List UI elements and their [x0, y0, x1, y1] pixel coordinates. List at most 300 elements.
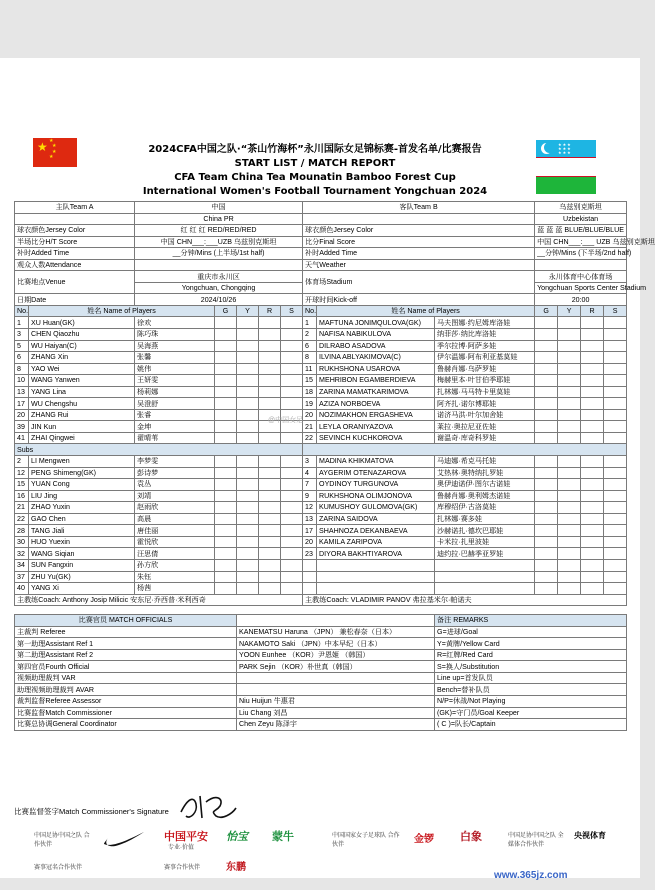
official-role: 主裁判 Referee	[15, 626, 237, 638]
remark-item: ( C )=队长/Captain	[435, 719, 627, 731]
yellow-cell-b	[558, 363, 581, 375]
sub-cell-a	[281, 456, 303, 468]
player-no-a: 8	[15, 363, 29, 375]
yellow-cell-a	[237, 398, 259, 410]
official-name: YOON Eunhee （KOR）尹恩姬 （韩国）	[237, 649, 435, 661]
red-cell-a	[259, 375, 281, 387]
player-no-b: 21	[303, 421, 317, 433]
official-row	[15, 626, 627, 638]
goal-cell-a	[215, 432, 237, 444]
sub-cell-b	[604, 559, 627, 571]
col-s-a: S	[281, 305, 303, 317]
player-name-cn-a: 徐欢	[135, 317, 215, 329]
goal-cell-b	[535, 548, 558, 560]
yellow-cell-a	[237, 456, 259, 468]
goal-cell-b	[535, 456, 558, 468]
ht-label: 半场比分H/T Score	[15, 236, 135, 248]
kickoff-value: 20:00	[535, 294, 627, 306]
yellow-cell-b	[558, 583, 581, 595]
col-no-b: No.	[303, 305, 317, 317]
yellow-cell-a	[237, 513, 259, 525]
goal-cell-a	[215, 398, 237, 410]
player-name-en-b: OYDINOY TURGUNOVA	[317, 479, 435, 491]
player-name-cn-a: 翟晴苇	[135, 432, 215, 444]
added2-value: __分钟/Mins (下半场/2nd half)	[535, 248, 627, 260]
player-name-en-a: HUO Yuexin	[29, 536, 135, 548]
player-name-en-a: YANG Lina	[29, 386, 135, 398]
player-no-a: 21	[15, 502, 29, 514]
remark-item: Bench=替补队员	[435, 684, 627, 696]
red-cell-a	[259, 317, 281, 329]
goal-cell-b	[535, 398, 558, 410]
subs-label-a: Subs	[15, 444, 303, 456]
sponsor-dongpeng: 东鹏	[226, 862, 246, 873]
sub-cell-a	[281, 375, 303, 387]
sponsor-caption-3: 中国足协中国之队 全媒体合作伙伴	[508, 833, 564, 848]
final-value: 中国 CHN___:___ UZB 乌兹别克斯坦	[535, 236, 627, 248]
goal-cell-a	[215, 571, 237, 583]
player-row	[15, 583, 627, 595]
yellow-cell-a	[237, 352, 259, 364]
goal-cell-a	[215, 513, 237, 525]
player-name-en-b: ILVINA ABLYAKIMOVA(C)	[317, 352, 435, 364]
player-name-cn-a: 陈巧珠	[135, 329, 215, 341]
goal-cell-a	[215, 525, 237, 537]
player-name-cn-b: 莱拉·奥拉尼亚佐娃	[435, 421, 535, 433]
yellow-cell-a	[237, 502, 259, 514]
kickoff-label: 开球时间Kick-off	[303, 294, 535, 306]
yellow-cell-a	[237, 375, 259, 387]
yellow-cell-b	[558, 559, 581, 571]
red-cell-a	[259, 502, 281, 514]
teamB-cn: 乌兹别克斯坦	[535, 202, 627, 214]
official-row	[15, 649, 627, 661]
yellow-cell-b	[558, 340, 581, 352]
player-no-a: 3	[15, 329, 29, 341]
player-no-a: 6	[15, 352, 29, 364]
yellow-cell-b	[558, 329, 581, 341]
signature-label: 比赛监督签字Match Commissioner's Signature	[14, 807, 169, 816]
official-name: Niu Huijun 牛惠君	[237, 695, 435, 707]
player-name-cn-b: 库穆绍伊·古洛莫娃	[435, 502, 535, 514]
yellow-cell-b	[558, 352, 581, 364]
player-name-en-a: YUAN Cong	[29, 479, 135, 491]
player-no-b: 23	[303, 548, 317, 560]
player-name-en-a: YANG Xi	[29, 583, 135, 595]
player-row	[15, 479, 627, 491]
col-y-b: Y	[558, 305, 581, 317]
sub-cell-a	[281, 467, 303, 479]
sub-cell-b	[604, 363, 627, 375]
teamA-en: China PR	[135, 213, 303, 225]
red-cell-a	[259, 559, 281, 571]
player-row	[15, 490, 627, 502]
sub-cell-b	[604, 375, 627, 387]
red-cell-a	[259, 386, 281, 398]
player-row	[15, 536, 627, 548]
red-cell-b	[581, 467, 604, 479]
site-watermark: www.365jz.com	[494, 870, 568, 881]
yellow-cell-a	[237, 421, 259, 433]
player-no-a: 20	[15, 409, 29, 421]
player-row	[15, 559, 627, 571]
stadium-en: Yongchuan Sports Center Stadium	[535, 282, 627, 294]
title-tournament: International Women's Football Tournament Yongchuan 2024	[142, 186, 488, 197]
yellow-cell-a	[237, 467, 259, 479]
sub-cell-b	[604, 432, 627, 444]
sub-cell-b	[604, 329, 627, 341]
officials-header: 比赛官员 MATCH OFFICIALS	[15, 615, 237, 627]
red-cell-b	[581, 398, 604, 410]
goal-cell-a	[215, 386, 237, 398]
sub-cell-a	[281, 432, 303, 444]
col-r-a: R	[259, 305, 281, 317]
player-row	[15, 409, 627, 421]
official-role: 裁判监督Referee Assessor	[15, 695, 237, 707]
sub-cell-a	[281, 536, 303, 548]
player-name-en-b: AYGERIM OTENAZAROVA	[317, 467, 435, 479]
player-name-en-a: ZHANG Rui	[29, 409, 135, 421]
red-cell-a	[259, 548, 281, 560]
yellow-cell-b	[558, 548, 581, 560]
yellow-cell-a	[237, 479, 259, 491]
jersey-b: 蓝 蓝 蓝 BLUE/BLUE/BLUE	[535, 225, 627, 237]
sub-cell-a	[281, 386, 303, 398]
sub-cell-a	[281, 513, 303, 525]
yellow-cell-a	[237, 548, 259, 560]
goal-cell-a	[215, 583, 237, 595]
player-name-cn-b	[435, 559, 535, 571]
red-cell-b	[581, 513, 604, 525]
goal-cell-a	[215, 421, 237, 433]
player-name-cn-b: 梅赫里本·叶甘伯季耶娃	[435, 375, 535, 387]
remark-item: N/P=休战/Not Playing	[435, 695, 627, 707]
player-name-en-b: ZARINA MAMATKARIMOVA	[317, 386, 435, 398]
player-name-en-a: PENG Shimeng(GK)	[29, 467, 135, 479]
coach-b: 主教练Coach: VLADIMIR PANOV 弗拉基米尔·帕诺夫	[303, 594, 627, 606]
sponsor-pingan-tag: 专业·价值	[168, 845, 194, 851]
player-no-a: 40	[15, 583, 29, 595]
yellow-cell-b	[558, 525, 581, 537]
player-row	[15, 456, 627, 468]
match-sheet	[14, 201, 655, 731]
yellow-cell-b	[558, 456, 581, 468]
weather-label: 天气Weather	[303, 259, 535, 271]
yellow-cell-b	[558, 409, 581, 421]
goal-cell-a	[215, 559, 237, 571]
player-no-a: 28	[15, 525, 29, 537]
remarks-header: 备注 REMARKS	[435, 615, 627, 627]
player-name-cn-a: 吴澄舒	[135, 398, 215, 410]
sub-cell-b	[604, 421, 627, 433]
player-name-cn-a: 金坤	[135, 421, 215, 433]
sub-cell-a	[281, 398, 303, 410]
handwritten-signature	[176, 790, 256, 826]
sub-cell-a	[281, 352, 303, 364]
official-role: 第二助理Assistant Ref 2	[15, 649, 237, 661]
red-cell-b	[581, 317, 604, 329]
official-role: 视频助理裁判 VAR	[15, 672, 237, 684]
red-cell-a	[259, 479, 281, 491]
red-cell-b	[581, 386, 604, 398]
player-row	[15, 432, 627, 444]
yellow-cell-b	[558, 490, 581, 502]
player-no-b	[303, 583, 317, 595]
player-no-b: 11	[303, 363, 317, 375]
player-name-en-a: WANG Yanwen	[29, 375, 135, 387]
red-cell-a	[259, 490, 281, 502]
player-no-a: 22	[15, 513, 29, 525]
sub-cell-a	[281, 583, 303, 595]
sub-cell-b	[604, 490, 627, 502]
yellow-cell-b	[558, 386, 581, 398]
player-name-cn-a: 姚伟	[135, 363, 215, 375]
official-name: Liu Chang 刘昌	[237, 707, 435, 719]
yellow-cell-a	[237, 432, 259, 444]
player-name-cn-a: 王妍雯	[135, 375, 215, 387]
player-no-b: 1	[303, 317, 317, 329]
yellow-cell-a	[237, 559, 259, 571]
sub-cell-a	[281, 340, 303, 352]
official-role: 比赛总协调General Coordinator	[15, 719, 237, 731]
yellow-cell-b	[558, 502, 581, 514]
goal-cell-b	[535, 525, 558, 537]
player-name-cn-a: 霍悦欣	[135, 536, 215, 548]
player-no-b: 8	[303, 352, 317, 364]
yellow-cell-a	[237, 386, 259, 398]
goal-cell-a	[215, 352, 237, 364]
red-cell-b	[581, 479, 604, 491]
player-row	[15, 548, 627, 560]
added1-value: __分钟/Mins (上半场/1st half)	[135, 248, 303, 260]
sub-cell-b	[604, 456, 627, 468]
title-start-list: START LIST / MATCH REPORT	[234, 158, 396, 169]
goal-cell-a	[215, 479, 237, 491]
goal-cell-b	[535, 421, 558, 433]
sub-cell-a	[281, 490, 303, 502]
official-name	[237, 672, 435, 684]
goal-cell-b	[535, 467, 558, 479]
goal-cell-a	[215, 456, 237, 468]
added2-label: 补时Added Time	[303, 248, 535, 260]
col-s-b: S	[604, 305, 627, 317]
player-name-cn-a: 唐佳丽	[135, 525, 215, 537]
player-name-en-a: SUN Fangxin	[29, 559, 135, 571]
player-name-cn-a: 赵雨欣	[135, 502, 215, 514]
teamB-en: Uzbekistan	[535, 213, 627, 225]
player-row	[15, 317, 627, 329]
player-name-en-b: KAMILA ZARIPOVA	[317, 536, 435, 548]
player-name-cn-a: 张馨	[135, 352, 215, 364]
yellow-cell-b	[558, 513, 581, 525]
sub-cell-b	[604, 536, 627, 548]
player-no-b	[303, 559, 317, 571]
jersey-label-a: 球衣颜色Jersey Color	[15, 225, 135, 237]
red-cell-b	[581, 409, 604, 421]
player-name-cn-a: 孙方欣	[135, 559, 215, 571]
china-flag-icon: ★ ★ ★ ★ ★	[33, 138, 77, 167]
title-cn: 2024CFA中国之队·“茶山竹海杯”永川国际女足锦标赛-首发名单/比赛报告	[148, 144, 482, 155]
goal-cell-b	[535, 571, 558, 583]
player-name-en-a: JIN Kun	[29, 421, 135, 433]
player-name-en-a: GAO Chen	[29, 513, 135, 525]
yellow-cell-a	[237, 340, 259, 352]
goal-cell-a	[215, 409, 237, 421]
official-row	[15, 719, 627, 731]
red-cell-a	[259, 363, 281, 375]
player-no-b: 4	[303, 467, 317, 479]
yellow-cell-a	[237, 490, 259, 502]
sub-cell-a	[281, 479, 303, 491]
official-role: 助理视频助理裁判 AVAR	[15, 684, 237, 696]
sub-cell-b	[604, 525, 627, 537]
goal-cell-b	[535, 329, 558, 341]
coach-a: 主教练Coach: Anthony Josip Milicic 安东尼·乔西普·米利西奇	[15, 594, 303, 606]
sub-cell-a	[281, 525, 303, 537]
player-name-en-b: SEVINCH KUCHKOROVA	[317, 432, 435, 444]
jersey-label-b: 球衣颜色Jersey Color	[303, 225, 535, 237]
sub-cell-a	[281, 329, 303, 341]
sponsor-mengniu: 蒙牛	[272, 831, 294, 843]
yellow-cell-b	[558, 536, 581, 548]
player-name-cn-b: 诺济马洪·叶尔加舍娃	[435, 409, 535, 421]
red-cell-a	[259, 525, 281, 537]
goal-cell-a	[215, 467, 237, 479]
player-name-en-a: ZHAO Yuxin	[29, 502, 135, 514]
red-cell-b	[581, 352, 604, 364]
player-name-en-b: DILRABO ASADOVA	[317, 340, 435, 352]
sub-cell-b	[604, 513, 627, 525]
player-no-b	[303, 571, 317, 583]
red-cell-b	[581, 525, 604, 537]
stadium-label: 体育场Stadium	[303, 271, 535, 294]
ht-value: 中国 CHN___:___UZB 乌兹别克斯坦	[135, 236, 303, 248]
yellow-cell-b	[558, 467, 581, 479]
player-name-en-b: RUKHSHONA OLIMJONOVA	[317, 490, 435, 502]
player-name-cn-b: 季尔拉博·阿萨多娃	[435, 340, 535, 352]
player-name-en-a: LIU Jing	[29, 490, 135, 502]
official-role: 比赛监督Match Commissioner	[15, 707, 237, 719]
player-no-a: 17	[15, 398, 29, 410]
player-no-a: 16	[15, 490, 29, 502]
col-name-b: 姓名 Name of Players	[317, 305, 535, 317]
player-name-cn-b: 沙赫诺扎·德坎巴耶娃	[435, 525, 535, 537]
player-no-b: 7	[303, 479, 317, 491]
goal-cell-a	[215, 363, 237, 375]
red-cell-a	[259, 583, 281, 595]
sub-cell-b	[604, 548, 627, 560]
red-cell-a	[259, 456, 281, 468]
sub-cell-b	[604, 317, 627, 329]
sub-cell-a	[281, 502, 303, 514]
red-cell-a	[259, 432, 281, 444]
remark-item: Line up=首发队员	[435, 672, 627, 684]
player-no-a: 2	[15, 456, 29, 468]
official-row	[15, 707, 627, 719]
official-row	[15, 672, 627, 684]
player-name-en-b: SHAHNOZA DEKANBAEVA	[317, 525, 435, 537]
sponsor-caption-1: 中国足协中国之队 合作伙伴	[34, 833, 90, 848]
player-name-en-a: ZHANG Xin	[29, 352, 135, 364]
yellow-cell-b	[558, 421, 581, 433]
player-name-cn-a: 袁丛	[135, 479, 215, 491]
player-name-en-b: DIYORA BAKHTIYAROVA	[317, 548, 435, 560]
goal-cell-b	[535, 375, 558, 387]
official-name: NAKAMOTO Saki （JPN）中本早纪（日本）	[237, 638, 435, 650]
player-row	[15, 363, 627, 375]
goal-cell-b	[535, 502, 558, 514]
player-no-a: 34	[15, 559, 29, 571]
player-name-en-a: XU Huan(GK)	[29, 317, 135, 329]
sub-cell-b	[604, 352, 627, 364]
red-cell-b	[581, 363, 604, 375]
goal-cell-b	[535, 513, 558, 525]
starters-body	[15, 317, 627, 444]
goal-cell-b	[535, 363, 558, 375]
yellow-cell-b	[558, 398, 581, 410]
player-name-en-b	[317, 571, 435, 583]
yellow-cell-b	[558, 571, 581, 583]
red-cell-b	[581, 502, 604, 514]
yellow-cell-b	[558, 479, 581, 491]
sub-cell-b	[604, 502, 627, 514]
player-name-cn-a: 杨莉娜	[135, 386, 215, 398]
player-name-cn-b: 阿齐扎·诺尔博耶娃	[435, 398, 535, 410]
stadium-cn: 永川体育中心体育场	[535, 271, 627, 283]
sub-cell-b	[604, 467, 627, 479]
player-no-a: 32	[15, 548, 29, 560]
col-r-b: R	[581, 305, 604, 317]
player-no-a: 41	[15, 432, 29, 444]
player-name-cn-b: 伊尔温娜·阿布利亚基莫娃	[435, 352, 535, 364]
player-no-b: 3	[303, 456, 317, 468]
teamA-cn: 中国	[135, 202, 303, 214]
player-row	[15, 525, 627, 537]
sub-cell-b	[604, 409, 627, 421]
red-cell-b	[581, 583, 604, 595]
red-cell-a	[259, 571, 281, 583]
player-name-cn-a: 李梦雯	[135, 456, 215, 468]
nike-swoosh-icon	[102, 830, 146, 848]
attendance-label: 观众人数Attendance	[15, 259, 135, 271]
player-no-a: 37	[15, 571, 29, 583]
player-name-cn-b: 鲁赫肖娜·奥利姆杰诺娃	[435, 490, 535, 502]
player-no-b: 2	[303, 329, 317, 341]
player-no-a: 13	[15, 386, 29, 398]
official-role: 第四官员Fourth Official	[15, 661, 237, 673]
player-row	[15, 398, 627, 410]
goal-cell-b	[535, 409, 558, 421]
player-name-en-a: ZHAI Qingwei	[29, 432, 135, 444]
goal-cell-b	[535, 479, 558, 491]
player-name-en-a: LI Mengwen	[29, 456, 135, 468]
player-no-b: 18	[303, 386, 317, 398]
yellow-cell-b	[558, 317, 581, 329]
final-label: 比分Final Score	[303, 236, 535, 248]
yellow-cell-b	[558, 432, 581, 444]
remark-item: R=红牌/Red Card	[435, 649, 627, 661]
player-name-en-b: NAFISA NABIKULOVA	[317, 329, 435, 341]
official-row	[15, 684, 627, 696]
official-row	[15, 661, 627, 673]
player-row	[15, 502, 627, 514]
sponsor-caption-4: 赛事冠名合作伙伴	[34, 865, 83, 871]
player-name-cn-b: 纳菲莎·纳比库洛娃	[435, 329, 535, 341]
player-no-b: 22	[303, 432, 317, 444]
player-name-en-a: CHEN Qiaozhu	[29, 329, 135, 341]
red-cell-b	[581, 340, 604, 352]
date-label: 日期Date	[15, 294, 135, 306]
